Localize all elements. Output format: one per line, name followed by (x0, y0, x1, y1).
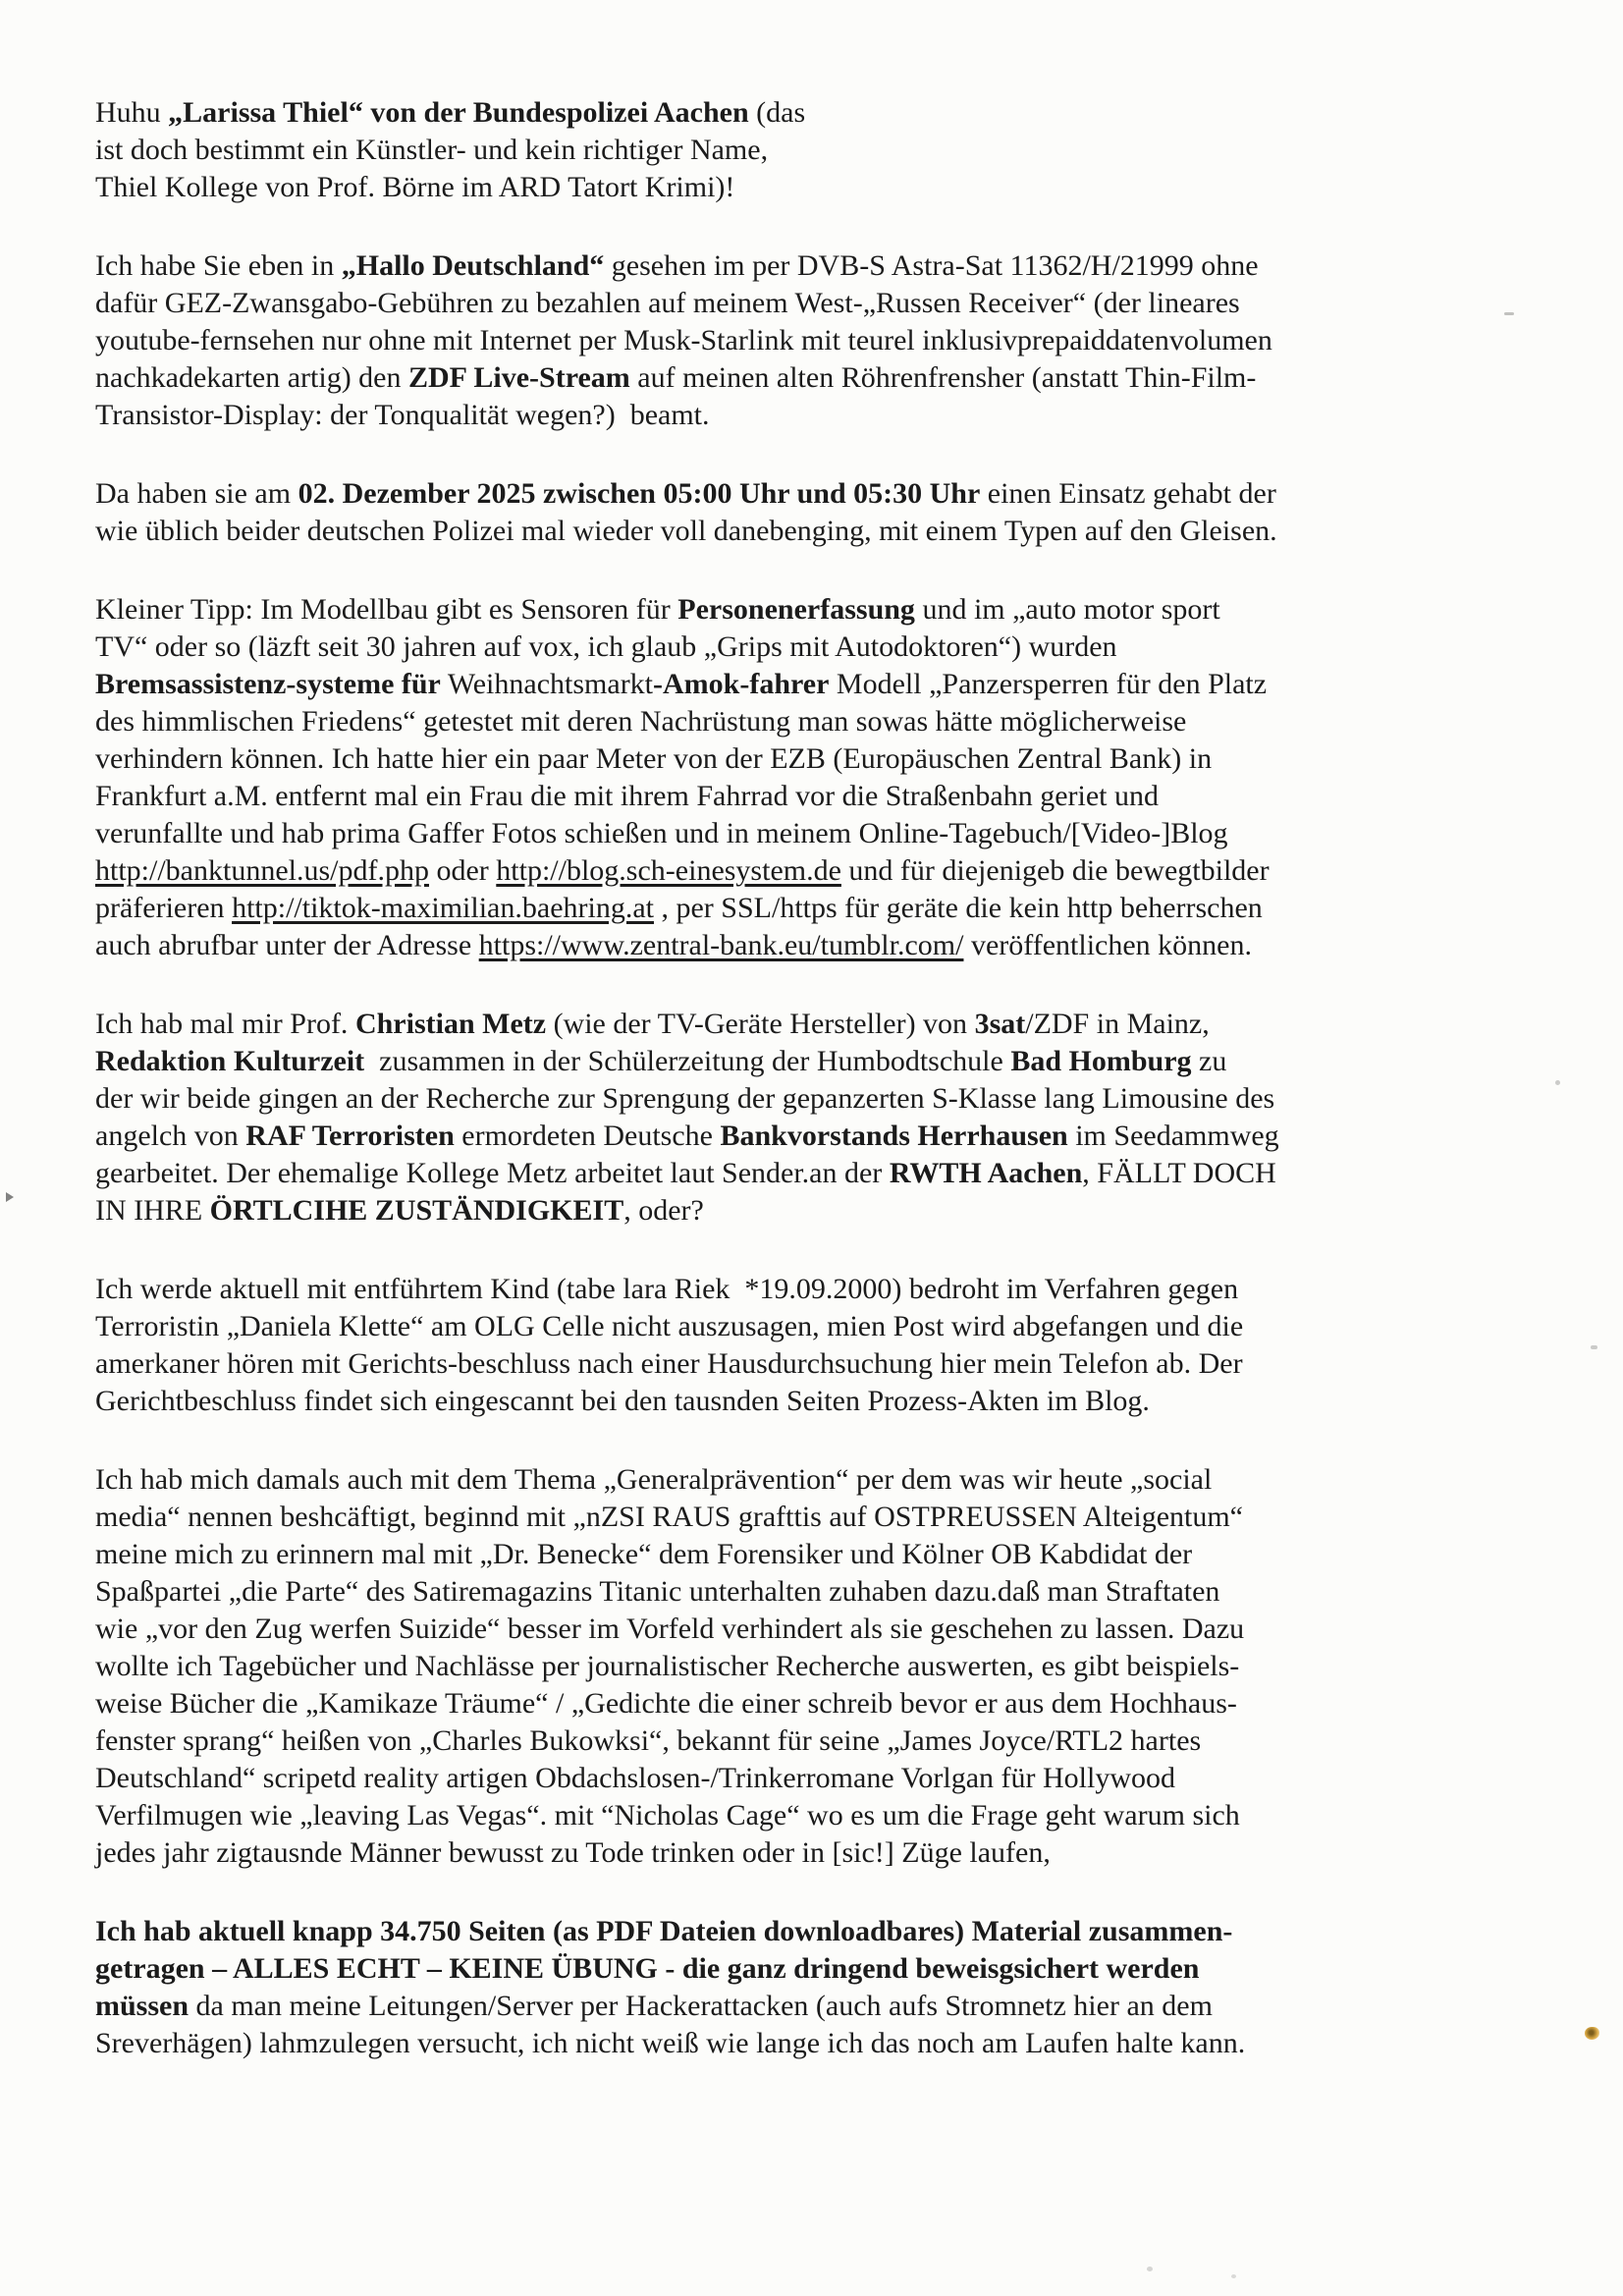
text-line (95, 1155, 1535, 1192)
text-run: angelch von (95, 1120, 246, 1152)
text-run: veröffentlichen können. (963, 929, 1252, 961)
text-run: müssen (95, 1990, 189, 2022)
text-run: dafür GEZ-Zwansgabo-Gebühren zu bezahlen auf meinem West-„Russen Receiver“ (der lineares (95, 287, 1240, 319)
text-run: weise Bücher die „Kamikaze Träume“ / „Gedichte die einer schreib bevor er aus dem Hochhaus- (95, 1687, 1237, 1720)
text-run: Bankvorstands Herrhausen (720, 1120, 1068, 1152)
paragraph (95, 1006, 1535, 1230)
text-run: RAF Terroristen (245, 1120, 455, 1152)
text-line (95, 1834, 1535, 1872)
text-run: präferieren (95, 892, 233, 924)
text-line (95, 927, 1535, 964)
text-line (95, 397, 1535, 434)
text-run: Frankfurt a.M. entfernt mal ein Frau die mit ihrem Fahrrad vor die Straßenbahn geriet und (95, 780, 1160, 812)
text-run: verunfallte und hab prima Gaffer Fotos schießen und in meinem Online-Tagebuch/[Video-]Blog (95, 817, 1228, 849)
text-run: Huhu (95, 96, 169, 129)
text-line (95, 132, 1535, 169)
text-run: (das (748, 96, 806, 129)
text-run: einen Einsatz gehabt der (980, 477, 1276, 510)
text-run: -Amok-fahrer (653, 668, 830, 700)
text-run: jedes jahr zigtausnde Männer bewusst zu Tode trinken oder in [sic!] Züge laufen, (95, 1836, 1051, 1869)
text-line (95, 1950, 1535, 1988)
text-line (95, 322, 1535, 359)
text-line (95, 1797, 1535, 1834)
text-run: meine mich zu erinnern mal mit „Dr. Benecke“ dem Forensiker und Kölner OB Kabdidat der (95, 1538, 1193, 1570)
text-line (95, 1461, 1535, 1499)
text-run: wollte ich Tagebücher und Nachlässe per journalistischer Recherche auswerten, es gibt beispiels- (95, 1650, 1240, 1682)
text-line (95, 703, 1535, 740)
text-line (95, 1499, 1535, 1536)
paragraph (95, 247, 1535, 434)
text-run: „Hallo Deutschland“ (341, 249, 605, 282)
text-run: Ich hab aktuell knapp 34.750 Seiten (as PDF Dateien downloadbares) Material zusammen- (95, 1915, 1233, 1947)
text-line (95, 778, 1535, 815)
paragraph (95, 475, 1535, 550)
text-run: Personenerfassung (677, 593, 915, 626)
text-run: amerkaner hören mit Gerichts-beschluss nach einer Hausdurchsuchung hier mein Telefon ab. Der (95, 1347, 1243, 1380)
text-run: Weihnachtsmarkt (440, 668, 654, 700)
text-line (95, 1271, 1535, 1308)
text-line (95, 1988, 1535, 2025)
text-line (95, 740, 1535, 778)
paragraph (95, 1913, 1535, 2062)
text-run: , FÄLLT DOCH (1082, 1157, 1276, 1189)
text-run: Modell „Panzersperren für den Platz (829, 668, 1268, 700)
text-run: 02. Dezember 2025 zwischen 05:00 Uhr und 05:30 Uhr (298, 477, 981, 510)
text-run: des himmlischen Friedens“ getestet mit deren Nachrüstung man sowas hätte möglicherweise (95, 705, 1187, 738)
text-run: und für diejenigeb die bewegtbilder (840, 854, 1270, 887)
text-line (95, 815, 1535, 852)
text-line (95, 247, 1535, 285)
text-line (95, 1308, 1535, 1345)
text-line (95, 1192, 1535, 1230)
text-run: oder (428, 854, 497, 887)
text-run: zusammen in der Schülerzeitung der Humbodtschule (364, 1045, 1011, 1077)
text-line (95, 475, 1535, 513)
url-text: http://banktunnel.us/pdf.php (95, 854, 429, 887)
text-line (95, 1722, 1535, 1760)
text-run: Verfilmugen wie „leaving Las Vegas“. mit “Nicholas Cage“ wo es um die Frage geht warum sich (95, 1799, 1240, 1831)
text-run: /ZDF in Mainz, (1025, 1008, 1210, 1040)
text-line (95, 1648, 1535, 1685)
text-run: ÖRTLCIHE ZUSTÄNDIGKEIT (209, 1194, 624, 1227)
text-run: Bad Homburg (1010, 1045, 1192, 1077)
text-run: Da haben sie am (95, 477, 298, 510)
text-run: nachkadekarten artig) den (95, 361, 408, 394)
url-text: http://blog.sch-einesystem.de (496, 854, 841, 887)
text-line (95, 2025, 1535, 2062)
text-line (95, 1383, 1535, 1420)
text-run: Redaktion Kulturzeit (95, 1045, 365, 1077)
text-line (95, 1536, 1535, 1573)
text-run: gesehen im per DVB-S Astra-Sat 11362/H/21999 ohne (604, 249, 1259, 282)
url-text: https://www.zentral-bank.eu/tumblr.com/ (478, 929, 964, 961)
text-line (95, 629, 1535, 666)
text-run: IN IHRE (95, 1194, 210, 1227)
text-run: RWTH Aachen (889, 1157, 1083, 1189)
text-line (95, 1760, 1535, 1797)
text-run: gearbeitet. Der ehemalige Kollege Metz arbeitet laut Sender.an der (95, 1157, 890, 1189)
text-run: auf meinen alten Röhrenfrensher (anstatt Thin-Film- (629, 361, 1257, 394)
text-run: media“ nennen beshcäftigt, beginnd mit „nZSI RAUS grafttis auf OSTPREUSSEN Alteigentum“ (95, 1501, 1243, 1533)
text-run: ermordeten Deutsche (454, 1120, 721, 1152)
text-run: fenster sprang“ heißen von „Charles Bukowksi“, bekannt für seine „James Joyce/RTL2 hartes (95, 1724, 1202, 1757)
scan-artifact-dot (1147, 2267, 1153, 2271)
text-line (95, 1913, 1535, 1950)
text-line (95, 1611, 1535, 1648)
text-run: auch abrufbar unter der Adresse (95, 929, 479, 961)
text-run: (wie der TV-Geräte Hersteller) von (546, 1008, 975, 1040)
text-line (95, 1006, 1535, 1043)
text-run: youtube-fernsehen nur ohne mit Internet per Musk-Starlink mit teurel inklusivprepaiddatenvolumen (95, 324, 1272, 356)
paragraph (95, 1271, 1535, 1420)
text-run: der wir beide gingen an der Recherche zur Sprengung der gepanzerten S-Klasse lang Limousine des (95, 1082, 1275, 1115)
text-run: Ich hab mal mir Prof. (95, 1008, 355, 1040)
text-line (95, 359, 1535, 397)
url-text: http://tiktok-maximilian.baehring.at (232, 892, 654, 924)
text-run: Ich werde aktuell mit entführtem Kind (tabe lara Riek *19.09.2000) bedroht im Verfahren gegen (95, 1273, 1239, 1305)
text-run: Sreverhägen) lahmzulegen versucht, ich nicht weiß wie lange ich das noch am Laufen halte kann. (95, 2027, 1246, 2059)
text-run: ist doch bestimmt ein Künstler- und kein richtiger Name, (95, 134, 769, 166)
text-run: Transistor-Display: der Tonqualität wegen?) beamt. (95, 399, 710, 431)
text-run: Gerichtbeschluss findet sich eingescannt bei den tausnden Seiten Prozess-Akten im Blog. (95, 1385, 1150, 1417)
text-run: Ich hab mich damals auch mit dem Thema „Generalprävention“ per dem was wir heute „social (95, 1463, 1213, 1496)
text-run: Ich habe Sie eben in (95, 249, 342, 282)
scan-artifact-dot (1231, 2274, 1236, 2278)
text-line (95, 890, 1535, 927)
paragraph (95, 1461, 1535, 1872)
text-run: Thiel Kollege von Prof. Börne im ARD Tatort Krimi)! (95, 171, 735, 203)
text-run: Christian Metz (354, 1008, 547, 1040)
text-line (95, 169, 1535, 206)
text-run: verhindern können. Ich hatte hier ein paar Meter von der EZB (Europäuschen Zentral Bank) in (95, 742, 1213, 775)
text-line (95, 94, 1535, 132)
text-run: im Seedammweg (1067, 1120, 1279, 1152)
text-line (95, 852, 1535, 890)
scan-artifact-dash (1504, 312, 1514, 315)
text-line (95, 1118, 1535, 1155)
text-line (95, 513, 1535, 550)
paragraph (95, 591, 1535, 964)
text-run: wie „vor den Zug werfen Suizide“ besser im Vorfeld verhindert als sie geschehen zu lassen. Dazu (95, 1613, 1245, 1645)
text-run: Bremsassistenz-systeme für (95, 668, 441, 700)
text-run: ZDF Live-Stream (408, 361, 630, 394)
text-run: TV“ oder so (läzft seit 30 jahren auf vox, ich glaub „Grips mit Autodoktoren“) wurden (95, 630, 1117, 663)
letter-body (95, 94, 1535, 2104)
text-line (95, 1345, 1535, 1383)
text-run: Spaßpartei „die Parte“ des Satiremagazins Titanic unterhalten zuhaben dazu.daß man Straftaten (95, 1575, 1220, 1608)
text-line (95, 1573, 1535, 1611)
text-line (95, 1043, 1535, 1080)
scan-artifact-dot (1591, 1345, 1597, 1349)
text-run: wie üblich beider deutschen Polizei mal wieder voll danebenging, mit einem Typen auf den Gleisen. (95, 515, 1277, 547)
text-run: 3sat (974, 1008, 1026, 1040)
text-line (95, 1080, 1535, 1118)
text-run: , per SSL/https für geräte die kein http beherrschen (653, 892, 1263, 924)
text-run: und im „auto motor sport (914, 593, 1220, 626)
text-run: getragen – ALLES ECHT – KEINE ÜBUNG - die ganz dringend beweisgsichert werden (95, 1952, 1200, 1985)
scan-artifact-dot (1555, 1080, 1560, 1085)
text-run: Terroristin „Daniela Klette“ am OLG Celle nicht auszusagen, mien Post wird abgefangen und die (95, 1310, 1244, 1342)
paragraph (95, 94, 1535, 206)
scan-artifact-paper-speck (1585, 2027, 1599, 2040)
text-line (95, 591, 1535, 629)
text-line (95, 666, 1535, 703)
text-line (95, 285, 1535, 322)
text-run: zu (1191, 1045, 1227, 1077)
scan-artifact-arrow (6, 1192, 14, 1202)
text-run: , oder? (623, 1194, 704, 1227)
text-line (95, 1685, 1535, 1722)
text-run: da man meine Leitungen/Server per Hackerattacken (auch aufs Stromnetz hier an dem (189, 1990, 1213, 2022)
text-run: Kleiner Tipp: Im Modellbau gibt es Sensoren für (95, 593, 678, 626)
text-run: „Larissa Thiel“ von der Bundespolizei Aachen (168, 96, 749, 129)
text-run: Deutschland“ scripetd reality artigen Obdachslosen-/Trinkerromane Vorlgan für Hollywood (95, 1762, 1176, 1794)
